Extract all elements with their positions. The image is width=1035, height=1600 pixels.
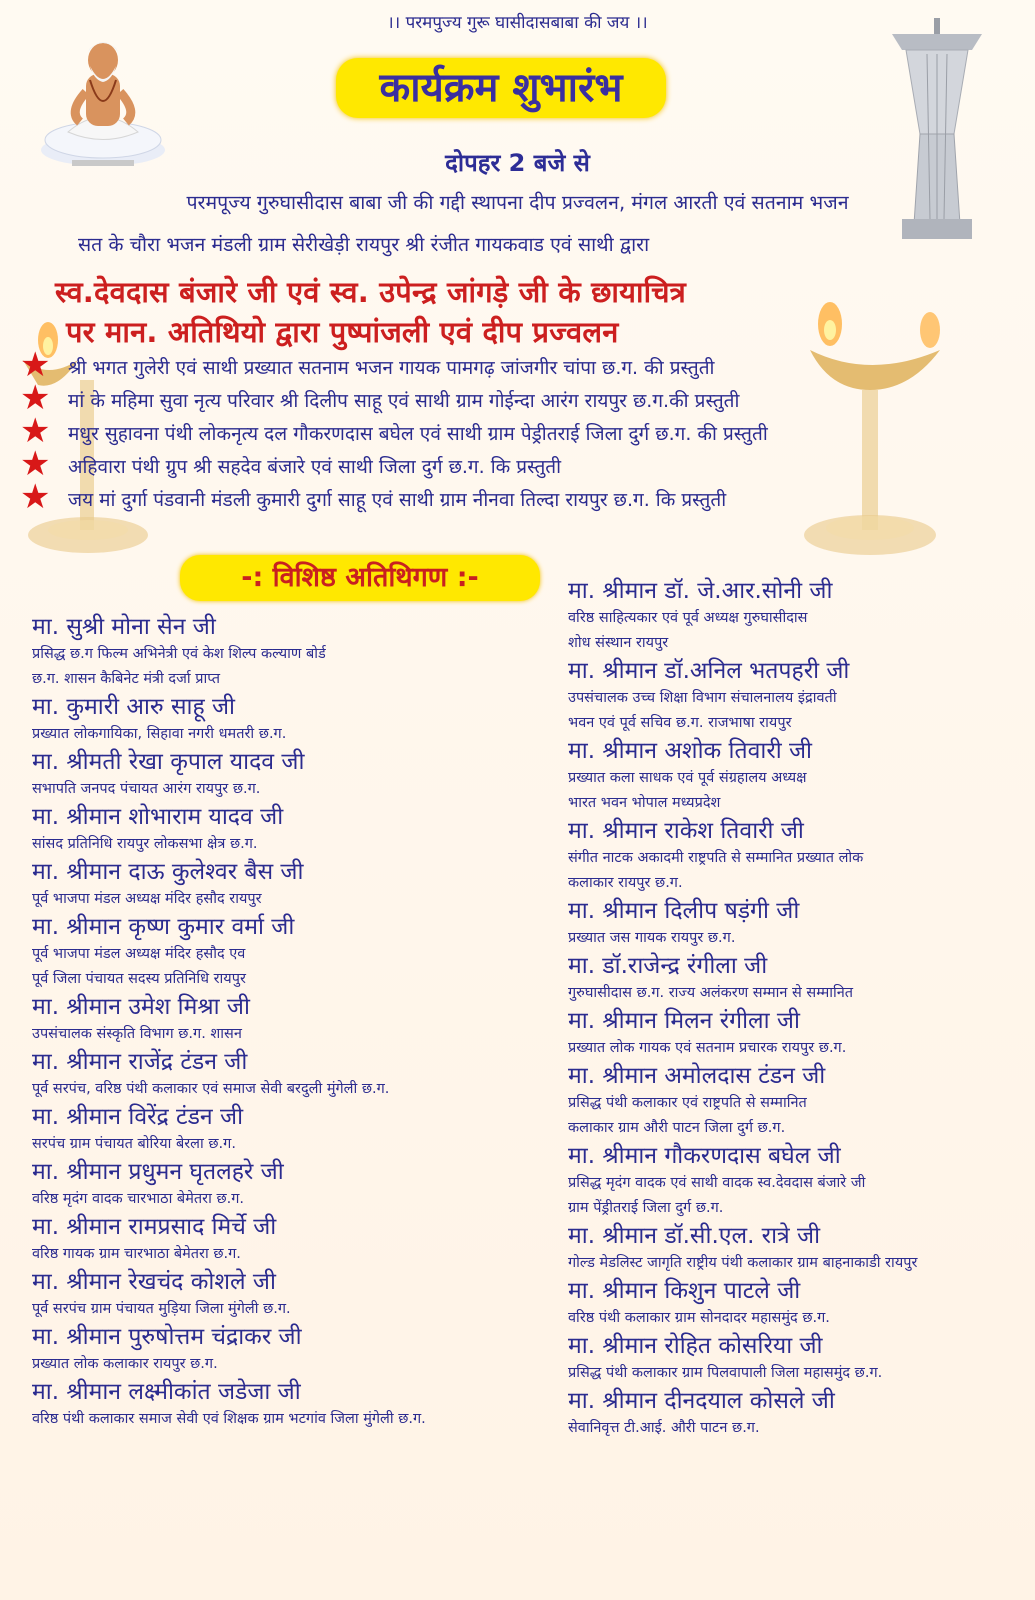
start-time: दोपहर 2 बजे से <box>445 149 590 177</box>
guest-description: वरिष्ठ मृदंग वादक चारभाठा बेमेतरा छ.ग. <box>32 1191 244 1207</box>
guest-name: मा. श्रीमान लक्ष्मीकांत जडेजा जी <box>32 1379 301 1405</box>
motto-text: ।। परमपुज्य गुरू घासीदासबाबा की जय ।। <box>387 13 648 33</box>
guest-description: भवन एवं पूर्व सचिव छ.ग. राजभाषा रायपुर <box>568 715 792 731</box>
guest-entry <box>568 1386 1028 1441</box>
guest-entry <box>32 1267 552 1322</box>
guest-description: सेवानिवृत्त टी.आई. औरी पाटन छ.ग. <box>568 1420 760 1436</box>
guest-name: मा. श्रीमान पुरुषोत्तम चंद्राकर जी <box>32 1324 302 1350</box>
star-icon: ★ <box>20 444 51 484</box>
guest-name: मा. श्रीमान डॉ.अनिल भतपहरी जी <box>568 658 850 684</box>
guest-name: मा. श्रीमान दिलीप षड़ंगी जी <box>568 898 800 924</box>
program-item <box>0 411 1035 451</box>
guest-description: शोध संस्थान रायपुर <box>568 635 669 651</box>
guest-name: मा. कुमारी आरु साहू जी <box>32 694 236 720</box>
guest-entry <box>568 816 1028 896</box>
star-icon: ★ <box>20 477 51 517</box>
program-item <box>0 477 1035 517</box>
guest-list-right <box>568 576 1028 1441</box>
guest-description: पूर्व सरपंच, वरिष्ठ पंथी कलाकार एवं समाज सेवी बरदुली मुंगेली छ.ग. <box>32 1081 390 1097</box>
guest-entry <box>32 992 552 1047</box>
program-item <box>0 378 1035 418</box>
guest-entry <box>568 1141 1028 1221</box>
guest-description: पूर्व भाजपा मंडल अध्यक्ष मंदिर हसौद रायपुर <box>32 891 262 907</box>
guest-name: मा. श्रीमान डॉ.सी.एल. रात्रे जी <box>568 1223 821 1249</box>
guest-entry <box>568 951 1028 1006</box>
guest-description: कलाकार रायपुर छ.ग. <box>568 875 683 891</box>
program-item <box>0 444 1035 484</box>
guest-entry <box>32 912 552 992</box>
guest-description: पूर्व सरपंच ग्राम पंचायत मुड़िया जिला मुंगेली छ.ग. <box>32 1301 291 1317</box>
guest-description: प्रख्यात कला साधक एवं पूर्व संग्रहालय अध्यक्ष <box>568 770 807 786</box>
guest-entry <box>568 736 1028 816</box>
guest-description: वरिष्ठ पंथी कलाकार समाज सेवी एवं शिक्षक ग्राम भटगांव जिला मुंगेली छ.ग. <box>32 1411 426 1427</box>
guest-name: मा. श्रीमान कृष्ण कुमार वर्मा जी <box>32 914 295 940</box>
guest-name: मा. श्रीमान राकेश तिवारी जी <box>568 818 804 844</box>
guest-description: संगीत नाटक अकादमी राष्ट्रपति से सम्मानित प्रख्यात लोक <box>568 850 864 866</box>
guest-description: उपसंचालक उच्च शिक्षा विभाग संचालनालय इंद्रावती <box>568 690 837 706</box>
guest-name: मा. श्रीमान डॉ. जे.आर.सोनी जी <box>568 578 833 604</box>
guest-name: मा. श्रीमान रोहित कोसरिया जी <box>568 1333 823 1359</box>
page-title: कार्यक्रम शुभारंभ <box>336 58 666 118</box>
guest-entry <box>32 802 552 857</box>
guest-description: पूर्व जिला पंचायत सदस्य प्रतिनिधि रायपुर <box>32 971 246 987</box>
guest-description: प्रख्यात लोक कलाकार रायपुर छ.ग. <box>32 1356 218 1372</box>
guest-entry <box>32 747 552 802</box>
star-icon: ★ <box>20 378 51 418</box>
guest-description: प्रसिद्ध पंथी कलाकार ग्राम पिलवापाली जिला महासमुंद छ.ग. <box>568 1365 883 1381</box>
guest-name: मा. श्रीमान अमोलदास टंडन जी <box>568 1063 826 1089</box>
ceremony-line: परमपूज्य गुरुघासीदास बाबा जी की गद्दी स्थापना दीप प्रज्वलन, मंगल आरती एवं सतनाम भजन <box>186 191 849 214</box>
program-text: मधुर सुहावना पंथी लोकनृत्य दल गौकरणदास बघेल एवं साथी ग्राम पेड्रीतराई जिला दुर्ग छ.ग. की प्रस्तुती <box>68 423 768 445</box>
guest-description: छ.ग. शासन कैबिनेट मंत्री दर्जा प्राप्त <box>32 671 220 687</box>
bhajan-line: सत के चौरा भजन मंडली ग्राम सेरीखेड़ी रायपुर श्री रंजीत गायकवाड एवं साथी द्वारा <box>78 233 650 256</box>
guest-name: मा. श्रीमान मिलन रंगीला जी <box>568 1008 800 1034</box>
program-text: जय मां दुर्गा पंडवानी मंडली कुमारी दुर्गा साहू एवं साथी ग्राम नीनवा तिल्दा रायपुर छ.ग. कि प्रस्तुती <box>68 489 727 511</box>
guest-description: वरिष्ठ गायक ग्राम चारभाठा बेमेतरा छ.ग. <box>32 1246 241 1262</box>
program-text: मां के महिमा सुवा नृत्य परिवार श्री दिलीप साहू एवं साथी ग्राम गोईन्दा आरंग रायपुर छ.ग.की प्रस्तुती <box>68 390 740 412</box>
guest-entry <box>568 1061 1028 1141</box>
guest-entry <box>568 896 1028 951</box>
guest-description: भारत भवन भोपाल मध्यप्रदेश <box>568 795 721 811</box>
guest-entry <box>32 1322 552 1377</box>
guest-description: सरपंच ग्राम पंचायत बोरिया बेरला छ.ग. <box>32 1136 236 1152</box>
star-icon: ★ <box>20 345 51 385</box>
guest-entry <box>568 1331 1028 1386</box>
guest-description: प्रसिद्ध मृदंग वादक एवं साथी वादक स्व.देवदास बंजारे जी <box>568 1175 866 1191</box>
tribute-line-2: पर मान. अतिथियो द्वारा पुष्पांजली एवं दीप प्रज्वलन <box>66 315 619 349</box>
guest-name: मा. डॉ.राजेन्द्र रंगीला जी <box>568 953 768 979</box>
guest-description: पूर्व भाजपा मंडल अध्यक्ष मंदिर हसौद एव <box>32 946 246 962</box>
guests-heading: -: विशिष्ठ अतिथिगण :- <box>180 555 540 601</box>
guest-entry <box>32 1047 552 1102</box>
guest-description: प्रख्यात लोक गायक एवं सतनाम प्रचारक रायपुर छ.ग. <box>568 1040 847 1056</box>
guest-description: प्रख्यात लोकगायिका, सिहावा नगरी धमतरी छ.ग. <box>32 726 287 742</box>
guest-description: ग्राम पेंड्रीतराई जिला दुर्ग छ.ग. <box>568 1200 724 1216</box>
guest-description: वरिष्ठ पंथी कलाकार ग्राम सोनदादर महासमुंद छ.ग. <box>568 1310 830 1326</box>
guest-name: मा. श्रीमती रेखा कृपाल यादव जी <box>32 749 305 775</box>
guest-name: मा. श्रीमान रेखचंद कोशले जी <box>32 1269 276 1295</box>
program-text: श्री भगत गुलेरी एवं साथी प्रख्यात सतनाम भजन गायक पामगढ़ जांजगीर चांपा छ.ग. की प्रस्तुती <box>68 357 715 379</box>
program-list <box>0 345 1035 517</box>
guest-description: सभापति जनपद पंचायत आरंग रायपुर छ.ग. <box>32 781 261 797</box>
guest-name: मा. श्रीमान रामप्रसाद मिर्चे जी <box>32 1214 277 1240</box>
guest-name: मा. श्रीमान शोभाराम यादव जी <box>32 804 284 830</box>
guest-list-left <box>32 612 552 1432</box>
guest-description: गोल्ड मेडलिस्ट जागृति राष्ट्रीय पंथी कलाकार ग्राम बाहनाकाडी रायपुर <box>568 1255 918 1271</box>
program-text: अहिवारा पंथी ग्रुप श्री सहदेव बंजारे एवं साथी जिला दुर्ग छ.ग. कि प्रस्तुती <box>68 456 562 478</box>
guest-entry <box>568 1276 1028 1331</box>
tribute-line-1: स्व.देवदास बंजारे जी एवं स्व. उपेन्द्र जांगड़े जी के छायाचित्र <box>55 275 686 309</box>
guest-name: मा. श्रीमान राजेंद्र टंडन जी <box>32 1049 248 1075</box>
guest-entry <box>32 857 552 912</box>
guest-name: मा. श्रीमान अशोक तिवारी जी <box>568 738 813 764</box>
guest-entry <box>32 612 552 692</box>
guest-entry <box>568 1006 1028 1061</box>
guest-entry <box>32 1102 552 1157</box>
guest-entry <box>568 656 1028 736</box>
guest-name: मा. श्रीमान दाऊ कुलेश्वर बैस जी <box>32 859 304 885</box>
guest-description: प्रसिद्ध छ.ग फिल्म अभिनेत्री एवं केश शिल्प कल्याण बोर्ड <box>32 646 326 662</box>
guest-name: मा. सुश्री मोना सेन जी <box>32 614 216 640</box>
guest-description: गुरुघासीदास छ.ग. राज्य अलंकरण सम्मान से सम्मानित <box>568 985 854 1001</box>
guest-entry <box>32 692 552 747</box>
guest-name: मा. श्रीमान प्रधुमन घृतलहरे जी <box>32 1159 284 1185</box>
guest-entry <box>32 1157 552 1212</box>
guest-description: प्रख्यात जस गायक रायपुर छ.ग. <box>568 930 736 946</box>
guest-description: प्रसिद्ध पंथी कलाकार एवं राष्ट्रपति से सम्मानित <box>568 1095 807 1111</box>
star-icon: ★ <box>20 411 51 451</box>
guest-entry <box>32 1212 552 1267</box>
guest-entry <box>568 1221 1028 1276</box>
guest-entry <box>32 1377 552 1432</box>
program-item <box>0 345 1035 385</box>
guest-description: सांसद प्रतिनिधि रायपुर लोकसभा क्षेत्र छ.ग. <box>32 836 258 852</box>
guest-name: मा. श्रीमान दीनदयाल कोसले जी <box>568 1388 835 1414</box>
guest-name: मा. श्रीमान किशुन पाटले जी <box>568 1278 801 1304</box>
guest-description: कलाकार ग्राम औरी पाटन जिला दुर्ग छ.ग. <box>568 1120 786 1136</box>
guest-description: उपसंचालक संस्कृति विभाग छ.ग. शासन <box>32 1026 242 1042</box>
guest-name: मा. श्रीमान उमेश मिश्रा जी <box>32 994 250 1020</box>
guest-description: वरिष्ठ साहित्यकार एवं पूर्व अध्यक्ष गुरुघासीदास <box>568 610 808 626</box>
guest-entry <box>568 576 1028 656</box>
guest-name: मा. श्रीमान गौकरणदास बघेल जी <box>568 1143 841 1169</box>
guest-name: मा. श्रीमान विरेंद्र टंडन जी <box>32 1104 244 1130</box>
